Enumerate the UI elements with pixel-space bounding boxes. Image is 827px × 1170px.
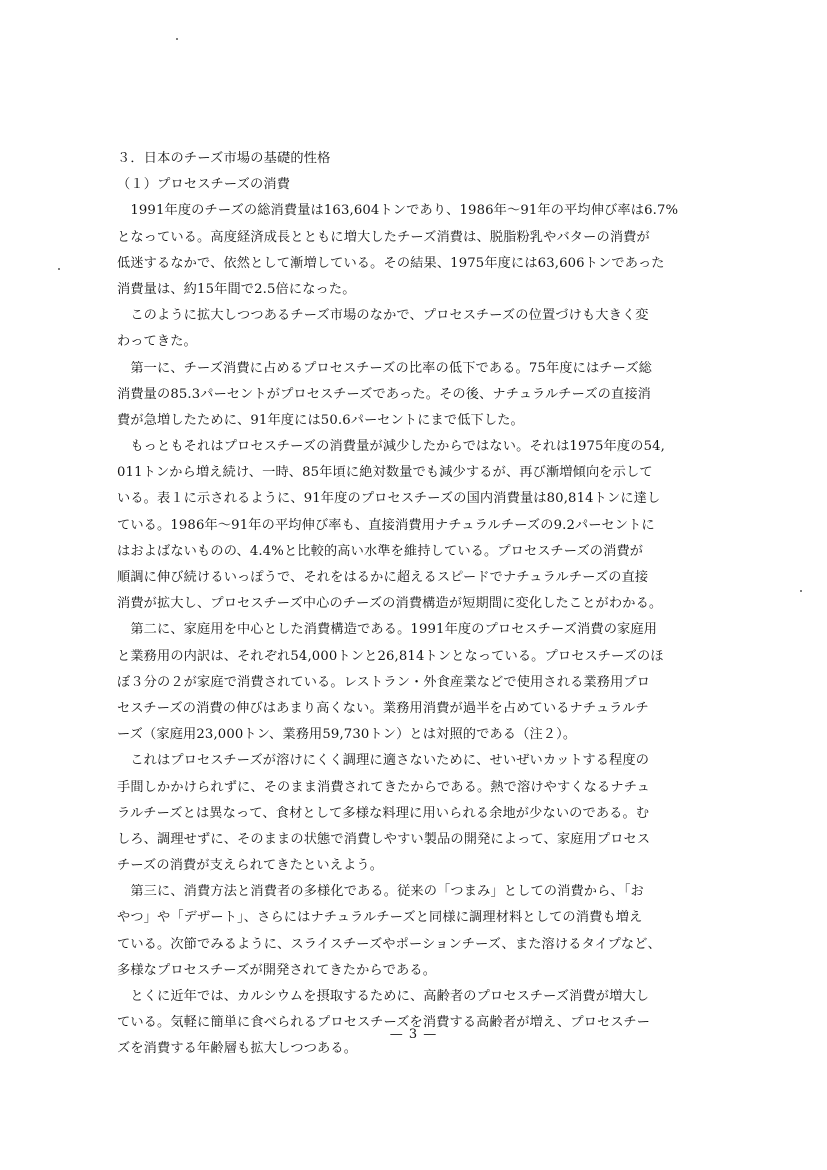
scan-speck [58,268,60,270]
page-number: — 3 — [389,1027,438,1042]
paragraph [117,434,723,617]
text-line: ぼ３分の２が家庭で消費されている。レストラン・外食産業などで使用される業務用プロ [117,674,651,690]
paragraph [117,617,723,748]
paragraph [117,303,723,355]
text-line: 第三に、消費方法と消費者の多様化である。従来の「つまみ」としての消費から、「お [117,884,644,900]
text-line: ラルチーズとは異なって、食材として多様な料理に用いられる余地が少ないのである。む [117,805,650,821]
text-line: 多様なプロセスチーズが開発されてきたからである。 [117,962,437,978]
text-line: しろ、調理せずに、そのままの状態で消費しやすい製品の開発によって、家庭用プロセス [117,831,651,847]
text-line: ている。気軽に簡単に食べられるプロセスチーズを消費する高齢者が増え、プロセスチー [117,1015,651,1031]
text-line: 第二に、家庭用を中心とした消費構造である。1991年度のプロセスチーズ消費の家庭用 [117,622,658,638]
text-line: はおよばないものの、4.4%と比較的高い水準を維持している。プロセスチーズの消費が [117,543,644,559]
text-line: ている。1986年〜91年の平均伸び率も、直接消費用ナチュラルチーズの9.2パーセントに [117,517,655,533]
text-line: このように拡大しつつあるチーズ市場のなかで、プロセスチーズの位置づけも大きく変 [117,308,649,324]
text-line: となっている。高度経済成長とともに増大したチーズ消費は、脱脂粉乳やバターの消費が [117,229,650,245]
text-line: セスチーズの消費の伸びはあまり高くない。業務用消費が過半を占めているナチュラルチ [117,700,649,716]
paragraph-list [117,198,723,1062]
text-line: 低迷するなかで、依然として漸増している。その結果、1975年度には63,606トンであった [117,255,665,271]
text-line: 順調に伸び続けるいっぽうで、それをはるかに超えるスピードでナチュラルチーズの直接 [117,570,649,585]
text-line: とくに近年では、カルシウムを摂取するために、高齢者のプロセスチーズ消費が増大し [117,989,650,1004]
paragraph [117,198,723,303]
text-line: いる。表１に示されるように、91年度のプロセスチーズの国内消費量は80,814トンに達し [117,491,661,507]
text-line: 消費が拡大し、プロセスチーズ中心のチーズの消費構造が短期間に変化したことがわかる。 [117,596,663,612]
text-line: やつ」や「デザート」、さらにはナチュラルチーズと同様に調理材料としての消費も増え [117,910,643,926]
text-line: ーズ（家庭用23,000トン、業務用59,730トン）とは対照的である（注２）。 [117,727,577,743]
text-line: もっともそれはプロセスチーズの消費量が減少したからではない。それは1975年度の54, [117,439,666,455]
text-line: これはプロセスチーズが溶けにくく調理に適さないために、せいぜいカットする程度の [117,753,650,769]
text-line: わってきた。 [117,334,197,350]
text-line: 費が急増したために、91年度には50.6パーセントにまで低下した。 [117,412,524,428]
text-line: 1991年度のチーズの総消費量は163,604トンであり、1986年〜91年の平均伸び率は6.7% [117,203,679,219]
paragraph [117,356,723,435]
subsection-heading: （１）プロセスチーズの消費 [117,177,291,193]
paragraph [117,879,723,984]
text-line: 消費量は、約15年間で2.5倍になった。 [117,281,356,297]
document-body [117,146,723,1063]
section-heading: ３．日本のチーズ市場の基礎的性格 [117,151,331,166]
text-line: チーズの消費が支えられてきたといえよう。 [117,858,384,874]
text-line: ている。次節でみるように、スライスチーズやポーションチーズ、また溶けるタイプなど、 [117,936,661,952]
scan-speck [800,590,802,592]
paragraph [117,748,723,879]
text-line: ズを消費する年齢層も拡大しつつある。 [117,1041,358,1057]
text-line: 消費量の85.3パーセントがプロセスチーズであった。その後、ナチュラルチーズの直接消 [117,386,652,402]
text-line: 011トンから増え続け、一時、85年頃に絶対数量でも減少するが、再び漸増傾向を示して [117,465,653,481]
scan-speck [176,38,178,40]
paragraph [117,984,723,1063]
text-line: 第一に、チーズ消費に占めるプロセスチーズの比率の低下である。75年度にはチーズ総 [117,360,652,376]
text-line: 手間しかかけられずに、そのまま消費されてきたからである。熱で溶けやすくなるナチュ [117,779,650,795]
text-line: と業務用の内訳は、それぞれ54,000トンと26,814トンとなっている。プロセスチーズのほ [117,648,664,664]
